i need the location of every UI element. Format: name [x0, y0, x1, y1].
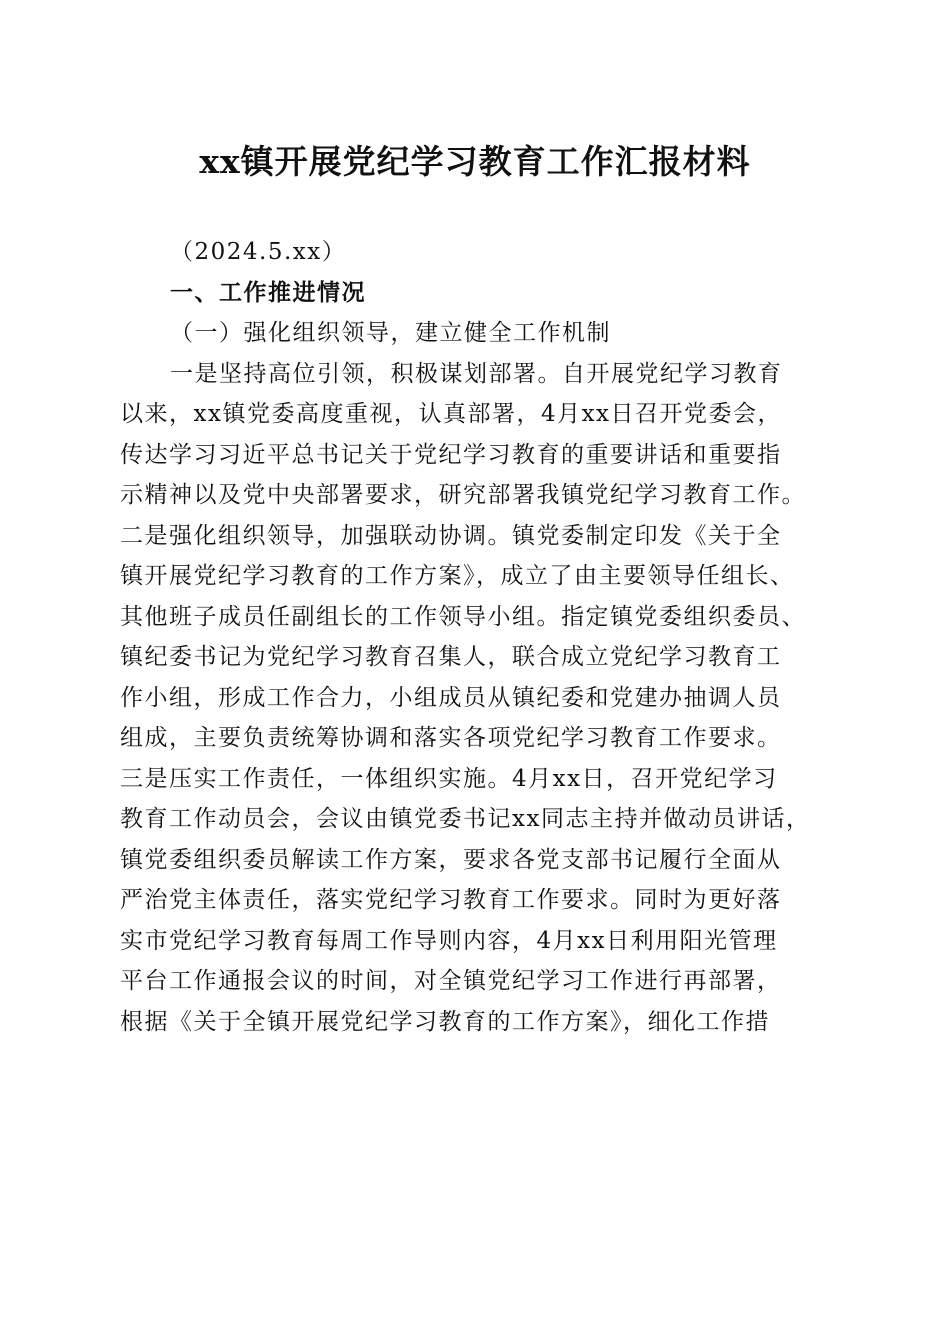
section-heading: 一、工作推进情况: [170, 279, 366, 306]
date-line: （2024.5.xx）: [170, 239, 347, 265]
body-line: 严治党主体责任，落实党纪学习教育工作要求。同时为更好落: [120, 887, 782, 913]
body-line: 传达学习习近平总书记关于党纪学习教育的重要讲话和重要指: [120, 441, 782, 468]
body-line: 二是强化组织领导，加强联动协调。镇党委制定印发《关于全: [120, 522, 782, 549]
body-line: 根据《关于全镇开展党纪学习教育的工作方案》，细化工作措: [120, 1008, 770, 1035]
document-title: xx镇开展党纪学习教育工作汇报材料: [199, 142, 751, 181]
body-line: 镇开展党纪学习教育的工作方案》，成立了由主要领导任组长、: [120, 563, 795, 589]
body-line: 镇党委组织委员解读工作方案，要求各党支部书记履行全面从: [120, 846, 782, 873]
body-line: 组成，主要负责统筹协调和落实各项党纪学习教育工作要求。: [120, 725, 782, 751]
body-line: 其他班子成员任副组长的工作领导小组。指定镇党委组织委员、: [120, 603, 806, 630]
body-line: 三是压实工作责任，一体组织实施。4月xx日，召开党纪学习: [120, 765, 778, 792]
body-line: 实市党纪学习教育每周工作导则内容，4月xx日利用阳光管理: [120, 927, 778, 954]
body-line: 以来，xx镇党委高度重视，认真部署，4月xx日召开党委会，: [120, 401, 783, 427]
body-line: 一是坚持高位引领，积极谋划部署。自开展党纪学习教育: [170, 360, 783, 387]
body-line: 作小组，形成工作合力，小组成员从镇纪委和党建办抽调人员: [120, 684, 782, 711]
body-line: 示精神以及党中央部署要求，研究部署我镇党纪学习教育工作。: [120, 482, 806, 508]
subsection-heading: （一）强化组织领导，建立健全工作机制: [170, 320, 611, 346]
body-line: 教育工作动员会，会议由镇党委书记xx同志主持并做动员讲话，: [120, 806, 811, 832]
body-line: 平台工作通报会议的时间，对全镇党纪学习工作进行再部署，: [120, 968, 782, 994]
document-body: [120, 232, 832, 1042]
body-line: 镇纪委书记为党纪学习教育召集人，联合成立党纪学习教育工: [120, 644, 782, 670]
